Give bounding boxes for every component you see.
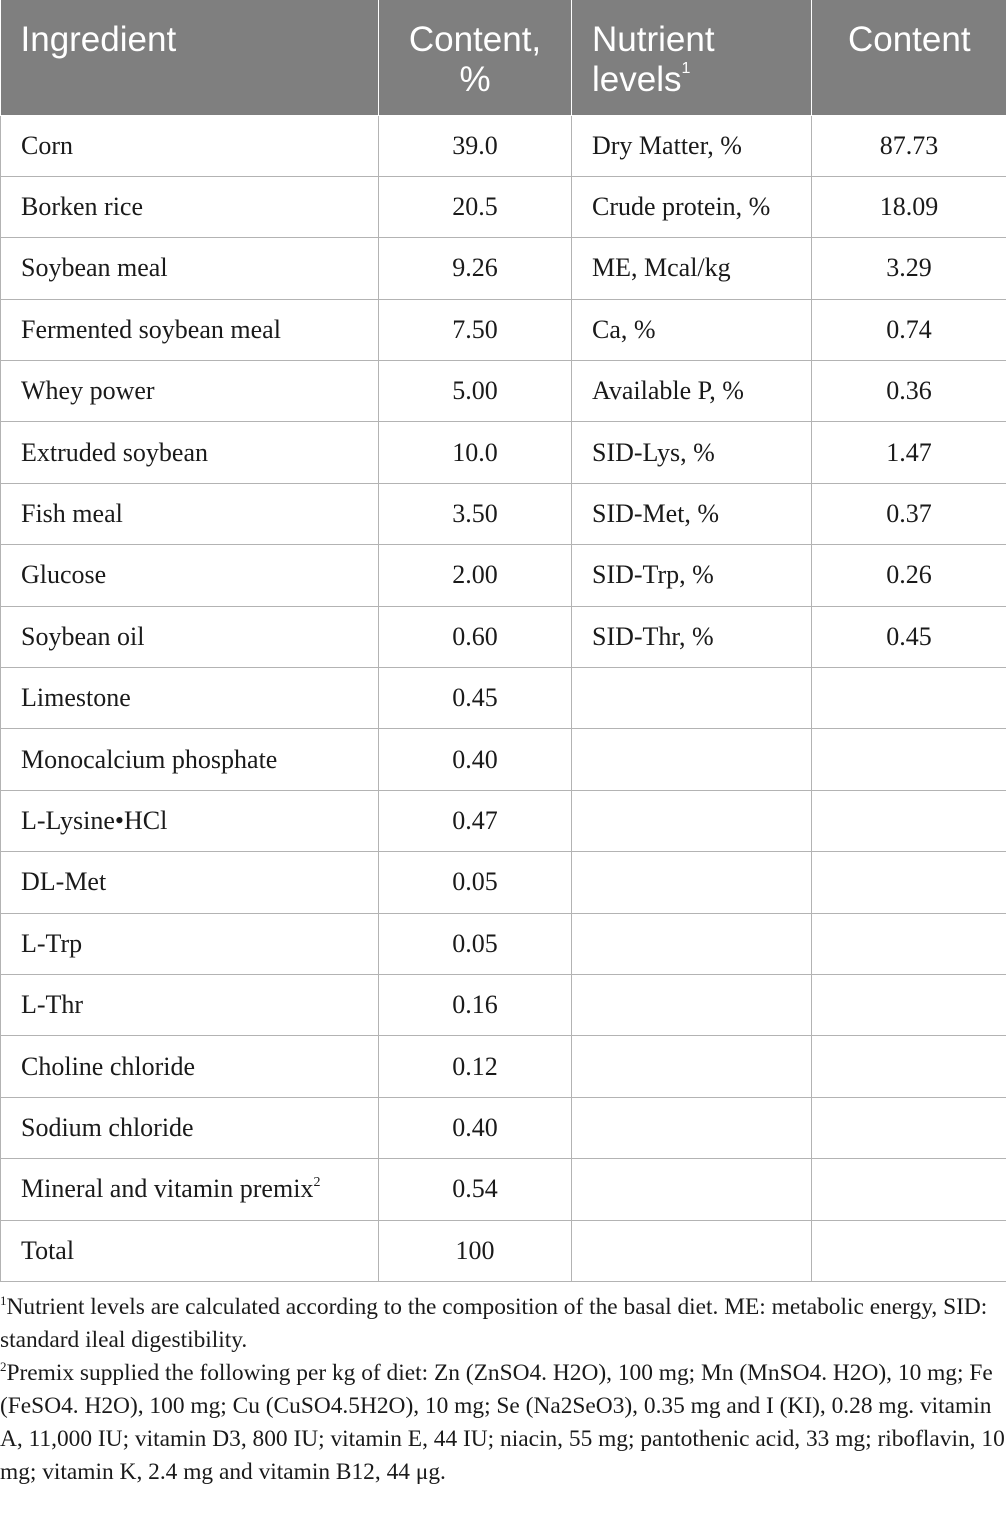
- table-row: [1, 115, 1006, 176]
- nutrient-name: [572, 1159, 812, 1220]
- nutrient-content: [812, 1220, 1006, 1281]
- header-ingredient: Ingredient: [1, 0, 379, 115]
- ingredient-content: 9.26: [379, 238, 572, 299]
- nutrient-content: [812, 1159, 1006, 1220]
- nutrient-content: [812, 974, 1006, 1035]
- ingredient-name: Whey power: [1, 361, 379, 422]
- ingredient-name: DL-Met: [1, 852, 379, 913]
- nutrient-name: [572, 790, 812, 851]
- nutrient-content: 0.74: [812, 299, 1006, 360]
- ingredient-name: L-Lysine•HCl: [1, 790, 379, 851]
- footnote-1: $^1$Nutrient levels are calculated according to the composition of the basal diet. ME: metabolic energy, SID: standard ileal digestibility.: [0, 1293, 988, 1353]
- table-row: [1, 483, 1006, 544]
- footnote-mark: 1: [0, 1293, 7, 1308]
- ingredient-name: Limestone: [1, 668, 379, 729]
- header-row: [1, 0, 1006, 115]
- nutrient-name: Available P, %: [572, 361, 812, 422]
- footnote-mark: 2: [0, 1359, 7, 1374]
- nutrient-content: [812, 729, 1006, 790]
- ingredient-content: 0.12: [379, 1036, 572, 1097]
- nutrient-content: [812, 913, 1006, 974]
- ingredient-content: 0.40: [379, 1097, 572, 1158]
- ingredient-name: L-Trp: [1, 913, 379, 974]
- nutrient-name: SID-Trp, %: [572, 545, 812, 606]
- nutrient-name: [572, 974, 812, 1035]
- table-row: [1, 545, 1006, 606]
- nutrient-name: [572, 1220, 812, 1281]
- table-row: [1, 668, 1006, 729]
- ingredient-name: Choline chloride: [1, 1036, 379, 1097]
- table-footnotes: [0, 1291, 1006, 1489]
- ingredient-content: 2.00: [379, 545, 572, 606]
- ingredient-name: Soybean meal: [1, 238, 379, 299]
- table-row: [1, 606, 1006, 667]
- ingredient-content: 0.60: [379, 606, 572, 667]
- ingredient-name: Corn: [1, 115, 379, 176]
- ingredient-name: Extruded soybean: [1, 422, 379, 483]
- table-row: [1, 852, 1006, 913]
- header-content: Content: [812, 0, 1006, 115]
- table-row: [1, 1097, 1006, 1158]
- ingredient-name: Sodium chloride: [1, 1097, 379, 1158]
- ingredient-name: Soybean oil: [1, 606, 379, 667]
- ingredient-content: 0.05: [379, 913, 572, 974]
- ingredient-content: 0.16: [379, 974, 572, 1035]
- table-row: [1, 1159, 1006, 1220]
- header-content-percent: Content, %: [379, 0, 572, 115]
- nutrient-content: 0.36: [812, 361, 1006, 422]
- ingredient-name: L-Thr: [1, 974, 379, 1035]
- ingredient-content: 0.05: [379, 852, 572, 913]
- nutrient-content: [812, 852, 1006, 913]
- ingredient-content: 100: [379, 1220, 572, 1281]
- ingredient-content: 0.54: [379, 1159, 572, 1220]
- ingredient-name: Monocalcium phosphate: [1, 729, 379, 790]
- footnote-marker: 2: [313, 1175, 321, 1191]
- ingredient-content: 5.00: [379, 361, 572, 422]
- nutrient-name: [572, 913, 812, 974]
- ingredient-content: 39.0: [379, 115, 572, 176]
- ingredient-content: 10.0: [379, 422, 572, 483]
- table-row: [1, 422, 1006, 483]
- ingredient-name: Fish meal: [1, 483, 379, 544]
- table-row: [1, 729, 1006, 790]
- nutrient-content: [812, 790, 1006, 851]
- nutrient-content: 18.09: [812, 176, 1006, 237]
- ingredient-name: Glucose: [1, 545, 379, 606]
- table-row: [1, 1220, 1006, 1281]
- table-row: [1, 913, 1006, 974]
- nutrient-name: ME, Mcal/kg: [572, 238, 812, 299]
- footnote-2: $^2$Premix supplied the following per kg of diet: Zn (ZnSO4. H2O), 100 mg; Mn (MnSO4. H2O), 10 mg; Fe (FeSO4. H2O), 100 mg; Cu (CuSO4.5H2O), 10 mg; Se (Na2SeO3), 0.35 mg and I (KI), 0.28 mg. vitamin A, 11,000 IU; vitamin D3, 800 IU; vitamin E, 44 IU; niacin, 55 mg; pantothenic acid, 33 mg; riboflavin, 10 mg; vitamin K, 2.4 mg and vitamin B12, 44 μg.: [0, 1359, 1005, 1485]
- table-row: [1, 299, 1006, 360]
- nutrient-content: [812, 1036, 1006, 1097]
- ingredient-name: Total: [1, 1220, 379, 1281]
- nutrient-name: [572, 668, 812, 729]
- nutrient-name: [572, 729, 812, 790]
- nutrient-name: Crude protein, %: [572, 176, 812, 237]
- ingredient-content: 3.50: [379, 483, 572, 544]
- nutrient-name: [572, 1036, 812, 1097]
- nutrient-content: 1.47: [812, 422, 1006, 483]
- nutrient-name: SID-Met, %: [572, 483, 812, 544]
- nutrient-content: 0.26: [812, 545, 1006, 606]
- table-row: [1, 974, 1006, 1035]
- table-row: [1, 790, 1006, 851]
- nutrient-content: [812, 668, 1006, 729]
- nutrient-content: 3.29: [812, 238, 1006, 299]
- nutrient-content: [812, 1097, 1006, 1158]
- ingredient-content: 20.5: [379, 176, 572, 237]
- nutrient-content: 87.73: [812, 115, 1006, 176]
- table-row: [1, 238, 1006, 299]
- table-row: [1, 1036, 1006, 1097]
- table-row: [1, 176, 1006, 237]
- table-row: [1, 361, 1006, 422]
- ingredient-content: 0.45: [379, 668, 572, 729]
- nutrient-name: SID-Thr, %: [572, 606, 812, 667]
- nutrient-name: SID-Lys, %: [572, 422, 812, 483]
- ingredient-name: Mineral and vitamin premix$^2$: [1, 1159, 379, 1220]
- nutrient-content: 0.37: [812, 483, 1006, 544]
- nutrient-name: Dry Matter, %: [572, 115, 812, 176]
- nutrient-content: 0.45: [812, 606, 1006, 667]
- header-nutrient-levels: Nutrient levels$^1$: [572, 0, 812, 115]
- ingredient-name: Borken rice: [1, 176, 379, 237]
- ingredient-name: Fermented soybean meal: [1, 299, 379, 360]
- footnote-marker: 1: [681, 60, 691, 77]
- nutrient-name: Ca, %: [572, 299, 812, 360]
- ingredient-content: 0.40: [379, 729, 572, 790]
- nutrient-name: [572, 1097, 812, 1158]
- nutrient-name: [572, 852, 812, 913]
- ingredient-content: 0.47: [379, 790, 572, 851]
- ingredient-content: 7.50: [379, 299, 572, 360]
